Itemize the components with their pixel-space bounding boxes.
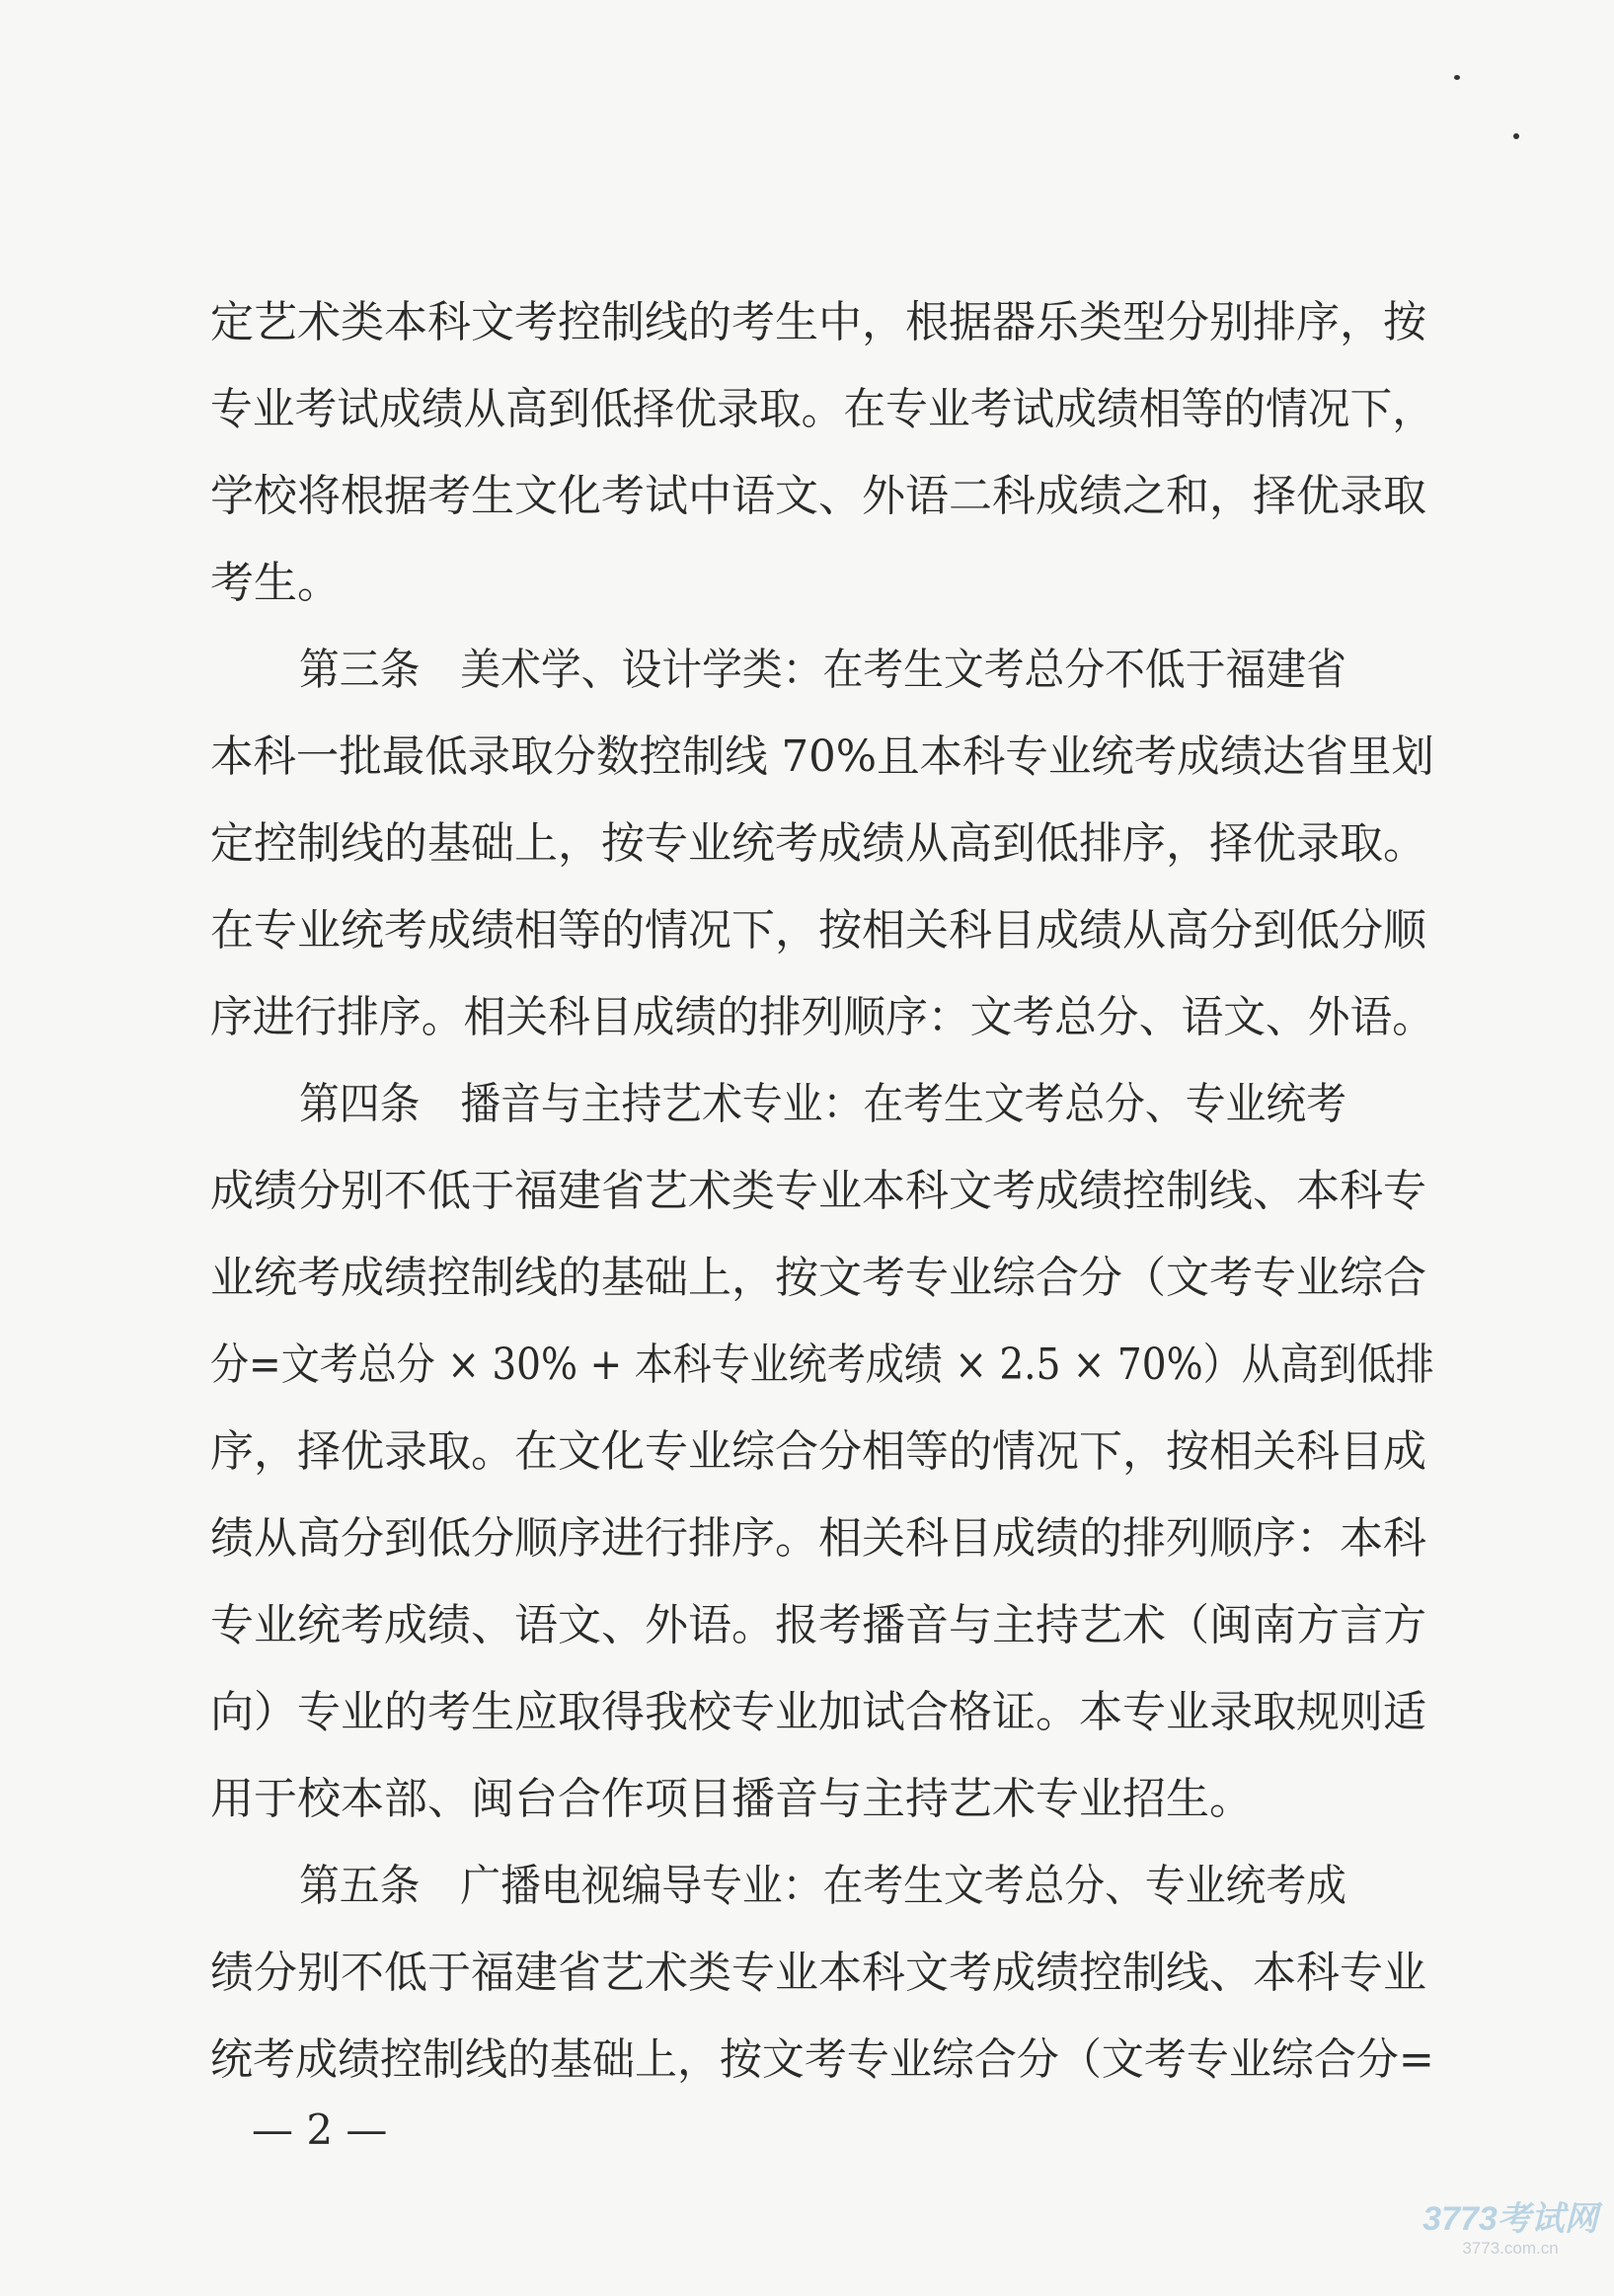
scan-speck bbox=[1513, 133, 1519, 139]
text-line: 分=文考总分 × 30% + 本科专业统考成绩 × 2.5 × 70%）从高到低排 bbox=[210, 1339, 1434, 1390]
text-line: 考生。 bbox=[210, 558, 341, 608]
watermark-main-text: 3773考试网 bbox=[1422, 2200, 1598, 2238]
text-line: 用于校本部、闽台合作项目播音与主持艺术专业招生。 bbox=[210, 1774, 1253, 1824]
page-number: — 2 — bbox=[252, 2105, 388, 2154]
text-line: 定控制线的基础上，按专业统考成绩从高到低排序，择优录取。 bbox=[210, 818, 1426, 869]
article-heading-line: 第四条 播音与主持艺术专业：在考生文考总分、专业统考 bbox=[299, 1079, 1346, 1129]
text-line: 在专业统考成绩相等的情况下，按相关科目成绩从高分到低分顺 bbox=[210, 905, 1426, 956]
text-line: 业统考成绩控制线的基础上，按文考专业综合分（文考专业综合 bbox=[210, 1253, 1426, 1303]
text-line: 绩从高分到低分顺序进行排序。相关科目成绩的排列顺序：本科 bbox=[210, 1513, 1426, 1564]
text-line: 序，择优录取。在文化专业综合分相等的情况下，按相关科目成 bbox=[210, 1426, 1426, 1477]
text-line: 定艺术类本科文考控制线的考生中，根据器乐类型分别排序，按 bbox=[210, 297, 1426, 347]
text-line: 专业统考成绩、语文、外语。报考播音与主持艺术（闽南方言方 bbox=[210, 1600, 1426, 1650]
text-line: 序进行排序。相关科目成绩的排列顺序：文考总分、语文、外语。 bbox=[210, 992, 1434, 1042]
watermark-logo bbox=[1422, 2199, 1599, 2258]
article-heading-line: 第五条 广播电视编导专业：在考生文考总分、专业统考成 bbox=[299, 1861, 1346, 1911]
text-line: 本科一批最低录取分数控制线 70%且本科专业统考成绩达省里划 bbox=[210, 731, 1434, 782]
text-line: 向）专业的考生应取得我校专业加试合格证。本专业录取规则适 bbox=[210, 1687, 1426, 1737]
text-line: 统考成绩控制线的基础上，按文考专业综合分（文考专业综合分= bbox=[210, 2034, 1434, 2085]
scan-speck bbox=[1454, 75, 1460, 80]
article-heading-line: 第三条 美术学、设计学类：在考生文考总分不低于福建省 bbox=[299, 645, 1346, 695]
text-line: 专业考试成绩从高到低择优录取。在专业考试成绩相等的情况下， bbox=[210, 384, 1434, 434]
text-line: 学校将根据考生文化考试中语文、外语二科成绩之和，择优录取 bbox=[210, 471, 1426, 521]
text-line: 成绩分别不低于福建省艺术类专业本科文考成绩控制线、本科专 bbox=[210, 1166, 1426, 1216]
text-line: 绩分别不低于福建省艺术类专业本科文考成绩控制线、本科专业 bbox=[210, 1948, 1426, 1998]
watermark-url-text: 3773.com.cn bbox=[1462, 2239, 1559, 2258]
